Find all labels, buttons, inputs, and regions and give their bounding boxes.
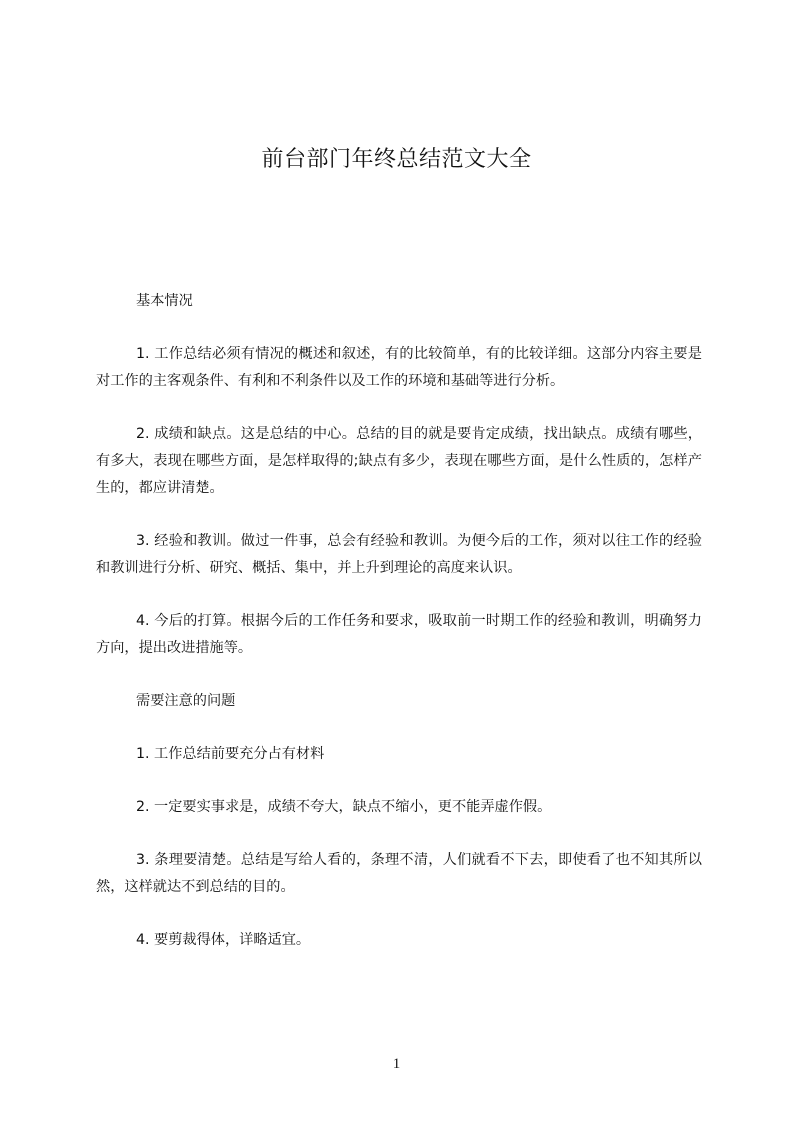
- document-body: [96, 288, 702, 980]
- section-heading-basic: 基本情况: [136, 293, 193, 309]
- paragraph-notes-1: 1. 工作总结前要充分占有材料: [136, 746, 325, 762]
- page-title: 前台部门年终总结范文大全: [261, 147, 532, 172]
- paragraph-basic-4: 4. 今后的打算。根据今后的工作任务和要求，吸取前一时期工作的经验和教训，明确努力方向，提出改进措施等。: [96, 613, 702, 656]
- page-number: 1: [392, 1056, 401, 1072]
- paragraph-basic-1: 1. 工作总结必须有情况的概述和叙述，有的比较简单，有的比较详细。这部分内容主要是对工作的主客观条件、有利和不利条件以及工作的环境和基础等进行分析。: [96, 346, 702, 389]
- paragraph-basic-3: 3. 经验和教训。做过一件事，总会有经验和教训。为便今后的工作，须对以往工作的经验和教训进行分析、研究、概括、集中，并上升到理论的高度来认识。: [96, 533, 702, 576]
- paragraph-basic-2: 2. 成绩和缺点。这是总结的中心。总结的目的就是要肯定成绩，找出缺点。成绩有哪些，有多大，表现在哪些方面，是怎样取得的;缺点有多少，表现在哪些方面，是什么性质的，怎样产生的，都应讲清楚。: [96, 426, 702, 496]
- paragraph-notes-2: 2. 一定要实事求是，成绩不夸大，缺点不缩小，更不能弄虚作假。: [136, 799, 552, 815]
- paragraph-notes-3: 3. 条理要清楚。总结是写给人看的，条理不清，人们就看不下去，即使看了也不知其所以然，这样就达不到总结的目的。: [96, 852, 702, 895]
- section-heading-notes: 需要注意的问题: [136, 693, 236, 709]
- paragraph-notes-4: 4. 要剪裁得体，详略适宜。: [136, 932, 311, 948]
